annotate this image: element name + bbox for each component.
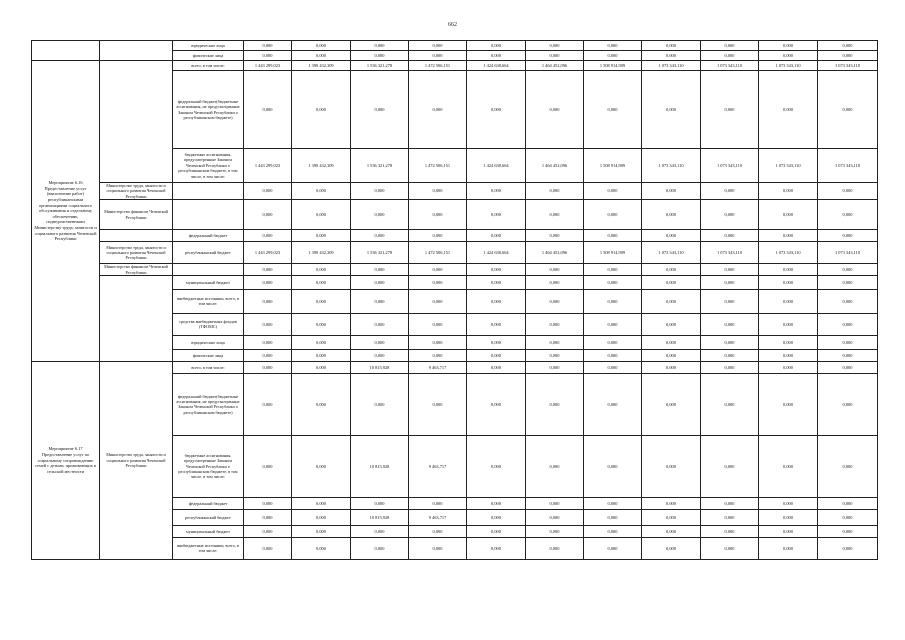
value-cell: 1 424 638,664 xyxy=(467,149,526,183)
value-cell: 0,000 xyxy=(759,361,818,373)
source-label: внебюджетные источники, всего, в том числе: xyxy=(173,289,244,313)
value-cell: 0,000 xyxy=(818,71,878,149)
source-label: муниципальный бюджет xyxy=(173,275,244,289)
value-cell: 0,000 xyxy=(409,335,467,349)
value-cell: 0,000 xyxy=(642,525,701,537)
value-cell: 0,000 xyxy=(759,537,818,559)
value-cell: 0,000 xyxy=(292,537,351,559)
value-cell: 0,000 xyxy=(292,183,351,200)
value-cell: 0,000 xyxy=(409,373,467,435)
value-cell: 0,000 xyxy=(351,289,409,313)
value-cell: 0,000 xyxy=(467,509,526,525)
value-cell: 0,000 xyxy=(759,335,818,349)
value-cell: 0,000 xyxy=(351,537,409,559)
table-body xyxy=(32,41,878,560)
value-cell: 0,000 xyxy=(701,373,759,435)
value-cell: 9 463,717 xyxy=(409,509,467,525)
value-cell: 0,000 xyxy=(642,373,701,435)
value-cell: 0,000 xyxy=(409,41,467,51)
value-cell: 0,000 xyxy=(351,264,409,276)
value-cell: 0,000 xyxy=(584,509,642,525)
value-cell: 0,000 xyxy=(759,41,818,51)
measure-cell: Мероприятие 6.16 Предоставление услуг (выполнение работ) республиканскими организациями социального обслуживания и отдельному обеспечению, подведомственными Министерству труда, занятости и социального развития Чеченской Республики xyxy=(32,61,100,362)
value-cell: 0,000 xyxy=(642,509,701,525)
value-cell: 0,000 xyxy=(244,264,292,276)
value-cell: 0,000 xyxy=(818,525,878,537)
value-cell: 0,000 xyxy=(244,349,292,361)
value-cell: 0,000 xyxy=(701,335,759,349)
value-cell: 0,000 xyxy=(526,264,584,276)
value-cell: 0,000 xyxy=(642,289,701,313)
value-cell: 0,000 xyxy=(526,525,584,537)
value-cell: 0,000 xyxy=(584,264,642,276)
value-cell: 0,000 xyxy=(759,497,818,509)
value-cell: 0,000 xyxy=(409,537,467,559)
value-cell: 1 464 452,096 xyxy=(526,61,584,71)
value-cell: 0,000 xyxy=(818,373,878,435)
value-cell: 0,000 xyxy=(409,264,467,276)
value-cell: 0,000 xyxy=(642,313,701,335)
value-cell: 0,000 xyxy=(526,537,584,559)
value-cell: 0,000 xyxy=(526,200,584,230)
value-cell: 1 536 321,278 xyxy=(351,61,409,71)
value-cell: 1 508 914,909 xyxy=(584,61,642,71)
value-cell: 0,000 xyxy=(351,71,409,149)
value-cell: 0,000 xyxy=(244,525,292,537)
value-cell: 0,000 xyxy=(642,275,701,289)
value-cell: 0,000 xyxy=(351,525,409,537)
value-cell: 0,000 xyxy=(292,373,351,435)
value-cell: 0,000 xyxy=(244,313,292,335)
value-cell: 1 073 343,110 xyxy=(701,149,759,183)
executor-cell: Министерство финансов Чеченской Республики xyxy=(100,264,173,276)
value-cell: 0,000 xyxy=(818,264,878,276)
value-cell: 0,000 xyxy=(818,289,878,313)
value-cell: 0,000 xyxy=(292,275,351,289)
value-cell: 0,000 xyxy=(526,183,584,200)
value-cell: 0,000 xyxy=(292,361,351,373)
value-cell: 0,000 xyxy=(701,275,759,289)
value-cell: 0,000 xyxy=(584,435,642,497)
value-cell: 0,000 xyxy=(526,313,584,335)
value-cell: 0,000 xyxy=(526,71,584,149)
value-cell: 0,000 xyxy=(244,71,292,149)
value-cell: 0,000 xyxy=(701,435,759,497)
value-cell: 0,000 xyxy=(584,349,642,361)
value-cell: 0,000 xyxy=(759,200,818,230)
value-cell: 1 443 299,023 xyxy=(244,61,292,71)
value-cell: 0,000 xyxy=(818,275,878,289)
value-cell: 0,000 xyxy=(467,264,526,276)
value-cell: 0,000 xyxy=(467,525,526,537)
executor-cell xyxy=(100,230,173,242)
value-cell: 0,000 xyxy=(467,435,526,497)
value-cell: 0,000 xyxy=(244,230,292,242)
table-row xyxy=(32,41,878,51)
value-cell: 0,000 xyxy=(526,435,584,497)
value-cell: 0,000 xyxy=(467,275,526,289)
value-cell: 0,000 xyxy=(642,200,701,230)
measure-cell: Мероприятие 6.17 Предоставление услуг по социальному сопровождению семей с детьми, проживающих в сельской местности xyxy=(32,361,100,559)
value-cell: 0,000 xyxy=(701,509,759,525)
value-cell: 0,000 xyxy=(759,183,818,200)
value-cell: 0,000 xyxy=(467,200,526,230)
value-cell: 0,000 xyxy=(642,435,701,497)
value-cell: 0,000 xyxy=(642,537,701,559)
value-cell: 0,000 xyxy=(409,51,467,61)
value-cell: 0,000 xyxy=(467,41,526,51)
value-cell: 0,000 xyxy=(818,41,878,51)
value-cell: 0,000 xyxy=(701,264,759,276)
source-label: юридические лица xyxy=(173,335,244,349)
source-label xyxy=(173,200,244,230)
source-label: республиканский бюджет xyxy=(173,509,244,525)
value-cell: 0,000 xyxy=(759,289,818,313)
value-cell: 1 536 321,278 xyxy=(351,242,409,264)
value-cell: 0,000 xyxy=(467,230,526,242)
source-label: физические лица xyxy=(173,51,244,61)
value-cell: 0,000 xyxy=(584,537,642,559)
source-label: федеральный бюджет(бюджетные ассигнования, не предусмотренные Законом Чеченской Республики о республиканском бюджете) xyxy=(173,373,244,435)
value-cell: 0,000 xyxy=(818,435,878,497)
executor-cell: Министерство труда, занятости и социального развития Чеченской Республики xyxy=(100,242,173,264)
value-cell: 0,000 xyxy=(642,335,701,349)
value-cell: 0,000 xyxy=(244,509,292,525)
value-cell: 0,000 xyxy=(642,183,701,200)
value-cell: 0,000 xyxy=(467,71,526,149)
table-row xyxy=(32,183,878,200)
value-cell: 0,000 xyxy=(409,497,467,509)
value-cell: 0,000 xyxy=(818,200,878,230)
value-cell: 1 073 343,110 xyxy=(642,61,701,71)
value-cell: 0,000 xyxy=(409,230,467,242)
value-cell: 0,000 xyxy=(292,497,351,509)
value-cell: 0,000 xyxy=(409,349,467,361)
value-cell: 0,000 xyxy=(292,264,351,276)
value-cell: 0,000 xyxy=(759,275,818,289)
value-cell: 0,000 xyxy=(244,183,292,200)
source-label: физические лица xyxy=(173,349,244,361)
value-cell: 0,000 xyxy=(818,51,878,61)
value-cell: 0,000 xyxy=(244,361,292,373)
value-cell: 0,000 xyxy=(701,525,759,537)
value-cell: 10 815,928 xyxy=(351,361,409,373)
value-cell: 0,000 xyxy=(526,361,584,373)
executor-cell xyxy=(100,61,173,183)
source-label: бюджетные ассигнования, предусмотренные Законом Чеченской Республики о республиканском бюджете, в том числе, в том числе: xyxy=(173,149,244,183)
value-cell: 0,000 xyxy=(244,275,292,289)
value-cell: 0,000 xyxy=(759,509,818,525)
value-cell: 0,000 xyxy=(526,373,584,435)
value-cell: 0,000 xyxy=(818,497,878,509)
source-label: юридические лица xyxy=(173,41,244,51)
value-cell: 0,000 xyxy=(526,41,584,51)
source-label: федеральный бюджет(бюджетные ассигнования, не предусмотренные Законом Чеченской Республики о республиканском бюджете) xyxy=(173,71,244,149)
value-cell: 0,000 xyxy=(292,230,351,242)
value-cell: 0,000 xyxy=(351,313,409,335)
source-label xyxy=(173,264,244,276)
value-cell: 0,000 xyxy=(701,51,759,61)
value-cell: 0,000 xyxy=(292,509,351,525)
budget-table xyxy=(31,40,878,560)
value-cell: 0,000 xyxy=(642,349,701,361)
value-cell: 0,000 xyxy=(292,289,351,313)
value-cell: 0,000 xyxy=(759,313,818,335)
value-cell: 0,000 xyxy=(584,313,642,335)
value-cell: 0,000 xyxy=(292,41,351,51)
value-cell: 1 073 343,110 xyxy=(642,242,701,264)
value-cell: 10 815,928 xyxy=(351,435,409,497)
value-cell: 1 073 343,110 xyxy=(759,242,818,264)
value-cell: 1 073 343,110 xyxy=(642,149,701,183)
executor-cell xyxy=(100,41,173,61)
executor-cell xyxy=(100,275,173,361)
value-cell: 0,000 xyxy=(759,349,818,361)
value-cell: 0,000 xyxy=(526,230,584,242)
value-cell: 0,000 xyxy=(467,289,526,313)
source-label: муниципальный бюджет xyxy=(173,525,244,537)
value-cell: 1 073 343,110 xyxy=(701,242,759,264)
value-cell: 0,000 xyxy=(409,313,467,335)
value-cell: 0,000 xyxy=(584,71,642,149)
table-row xyxy=(32,61,878,71)
value-cell: 0,000 xyxy=(526,275,584,289)
value-cell: 0,000 xyxy=(351,200,409,230)
value-cell: 0,000 xyxy=(818,349,878,361)
value-cell: 0,000 xyxy=(244,373,292,435)
value-cell: 1 464 452,096 xyxy=(526,149,584,183)
value-cell: 0,000 xyxy=(701,200,759,230)
value-cell: 0,000 xyxy=(292,313,351,335)
value-cell: 0,000 xyxy=(292,51,351,61)
value-cell: 0,000 xyxy=(584,41,642,51)
value-cell: 0,000 xyxy=(244,537,292,559)
value-cell: 0,000 xyxy=(584,289,642,313)
value-cell: 0,000 xyxy=(244,497,292,509)
value-cell: 1 464 452,096 xyxy=(526,242,584,264)
value-cell: 0,000 xyxy=(701,361,759,373)
value-cell: 1 390 432,309 xyxy=(292,149,351,183)
value-cell: 0,000 xyxy=(351,51,409,61)
value-cell: 0,000 xyxy=(409,289,467,313)
source-label: всего, в том числе: xyxy=(173,361,244,373)
value-cell: 0,000 xyxy=(467,497,526,509)
value-cell: 0,000 xyxy=(244,200,292,230)
value-cell: 1 443 299,023 xyxy=(244,149,292,183)
source-label: республиканский бюджет xyxy=(173,242,244,264)
value-cell: 0,000 xyxy=(409,200,467,230)
value-cell: 0,000 xyxy=(351,275,409,289)
value-cell: 0,000 xyxy=(351,41,409,51)
value-cell: 0,000 xyxy=(467,537,526,559)
value-cell: 0,000 xyxy=(759,525,818,537)
value-cell: 0,000 xyxy=(701,41,759,51)
value-cell: 1 536 321,278 xyxy=(351,149,409,183)
value-cell: 0,000 xyxy=(642,51,701,61)
value-cell: 0,000 xyxy=(759,51,818,61)
value-cell: 1 390 432,309 xyxy=(292,242,351,264)
value-cell: 0,000 xyxy=(759,264,818,276)
value-cell: 0,000 xyxy=(759,71,818,149)
value-cell: 0,000 xyxy=(642,497,701,509)
source-label: федеральный бюджет xyxy=(173,497,244,509)
value-cell: 0,000 xyxy=(292,200,351,230)
value-cell: 0,000 xyxy=(642,230,701,242)
value-cell: 0,000 xyxy=(292,525,351,537)
value-cell: 0,000 xyxy=(701,71,759,149)
value-cell: 0,000 xyxy=(409,525,467,537)
value-cell: 0,000 xyxy=(584,335,642,349)
value-cell: 0,000 xyxy=(584,525,642,537)
value-cell: 0,000 xyxy=(467,51,526,61)
value-cell: 0,000 xyxy=(409,183,467,200)
value-cell: 0,000 xyxy=(584,230,642,242)
value-cell: 0,000 xyxy=(701,537,759,559)
value-cell: 1 472 506,151 xyxy=(409,149,467,183)
value-cell: 0,000 xyxy=(244,335,292,349)
value-cell: 1 443 299,023 xyxy=(244,242,292,264)
source-label: федеральный бюджет xyxy=(173,230,244,242)
value-cell: 0,000 xyxy=(409,275,467,289)
value-cell: 1 073 343,110 xyxy=(759,149,818,183)
value-cell: 0,000 xyxy=(759,435,818,497)
value-cell: 1 073 343,110 xyxy=(818,149,878,183)
value-cell: 0,000 xyxy=(467,335,526,349)
value-cell: 1 424 638,664 xyxy=(467,242,526,264)
value-cell: 0,000 xyxy=(292,335,351,349)
source-label: внебюджетные источники, всего, в том числе: xyxy=(173,537,244,559)
value-cell: 0,000 xyxy=(292,349,351,361)
value-cell: 0,000 xyxy=(818,509,878,525)
value-cell: 0,000 xyxy=(526,51,584,61)
value-cell: 0,000 xyxy=(818,361,878,373)
value-cell: 0,000 xyxy=(351,497,409,509)
value-cell: 0,000 xyxy=(467,349,526,361)
table-row xyxy=(32,275,878,289)
value-cell: 0,000 xyxy=(818,335,878,349)
table-row xyxy=(32,230,878,242)
value-cell: 0,000 xyxy=(759,373,818,435)
value-cell: 0,000 xyxy=(584,361,642,373)
value-cell: 1 508 914,909 xyxy=(584,242,642,264)
value-cell: 9 463,717 xyxy=(409,435,467,497)
value-cell: 0,000 xyxy=(818,537,878,559)
value-cell: 0,000 xyxy=(351,183,409,200)
value-cell: 0,000 xyxy=(642,361,701,373)
value-cell: 0,000 xyxy=(292,71,351,149)
value-cell: 0,000 xyxy=(351,335,409,349)
value-cell: 1 390 432,309 xyxy=(292,61,351,71)
value-cell: 0,000 xyxy=(467,361,526,373)
value-cell: 0,000 xyxy=(818,313,878,335)
value-cell: 9 463,717 xyxy=(409,361,467,373)
value-cell: 0,000 xyxy=(351,230,409,242)
value-cell: 0,000 xyxy=(818,183,878,200)
value-cell: 0,000 xyxy=(526,509,584,525)
source-label: всего, в том числе: xyxy=(173,61,244,71)
value-cell: 1 508 914,909 xyxy=(584,149,642,183)
value-cell: 0,000 xyxy=(467,183,526,200)
value-cell: 0,000 xyxy=(351,349,409,361)
value-cell: 0,000 xyxy=(526,497,584,509)
value-cell: 1 073 343,110 xyxy=(759,61,818,71)
value-cell: 0,000 xyxy=(701,313,759,335)
value-cell: 0,000 xyxy=(526,335,584,349)
value-cell: 0,000 xyxy=(584,373,642,435)
value-cell: 1 424 638,664 xyxy=(467,61,526,71)
executor-cell: Министерство труда, занятости и социального развития Чеченской Республики xyxy=(100,361,173,559)
value-cell: 1 472 506,151 xyxy=(409,242,467,264)
value-cell: 0,000 xyxy=(584,497,642,509)
source-label: бюджетные ассигнования, предусмотренные Законом Чеченской Республики о республиканском бюджете, в том числе, в том числе: xyxy=(173,435,244,497)
value-cell: 0,000 xyxy=(701,230,759,242)
executor-cell: Министерство финансов Чеченской Республики xyxy=(100,200,173,230)
value-cell: 0,000 xyxy=(526,289,584,313)
source-label: средства внебюджетных фондов (ТФОМС) xyxy=(173,313,244,335)
value-cell: 0,000 xyxy=(701,349,759,361)
value-cell: 0,000 xyxy=(244,435,292,497)
value-cell: 0,000 xyxy=(467,313,526,335)
source-label xyxy=(173,183,244,200)
table-row xyxy=(32,361,878,373)
value-cell: 0,000 xyxy=(584,51,642,61)
table-row xyxy=(32,200,878,230)
value-cell: 0,000 xyxy=(467,373,526,435)
value-cell: 0,000 xyxy=(642,41,701,51)
value-cell: 0,000 xyxy=(351,373,409,435)
value-cell: 0,000 xyxy=(409,71,467,149)
value-cell: 0,000 xyxy=(759,230,818,242)
value-cell: 1 073 343,110 xyxy=(818,61,878,71)
value-cell: 0,000 xyxy=(584,275,642,289)
value-cell: 0,000 xyxy=(584,200,642,230)
page-number: 662 xyxy=(448,22,457,28)
value-cell: 0,000 xyxy=(244,289,292,313)
measure-cell xyxy=(32,41,100,61)
value-cell: 1 472 506,151 xyxy=(409,61,467,71)
value-cell: 0,000 xyxy=(584,183,642,200)
value-cell: 0,000 xyxy=(701,289,759,313)
executor-cell: Министерство труда, занятости и социального развития Чеченской Республики xyxy=(100,183,173,200)
value-cell: 0,000 xyxy=(244,51,292,61)
value-cell: 1 073 343,110 xyxy=(818,242,878,264)
value-cell: 0,000 xyxy=(244,41,292,51)
value-cell: 0,000 xyxy=(642,264,701,276)
value-cell: 0,000 xyxy=(701,497,759,509)
value-cell: 0,000 xyxy=(818,230,878,242)
value-cell: 10 815,928 xyxy=(351,509,409,525)
value-cell: 1 073 343,110 xyxy=(701,61,759,71)
table-row xyxy=(32,264,878,276)
value-cell: 0,000 xyxy=(526,349,584,361)
value-cell: 0,000 xyxy=(292,435,351,497)
value-cell: 0,000 xyxy=(701,183,759,200)
table-row xyxy=(32,242,878,264)
value-cell: 0,000 xyxy=(642,71,701,149)
